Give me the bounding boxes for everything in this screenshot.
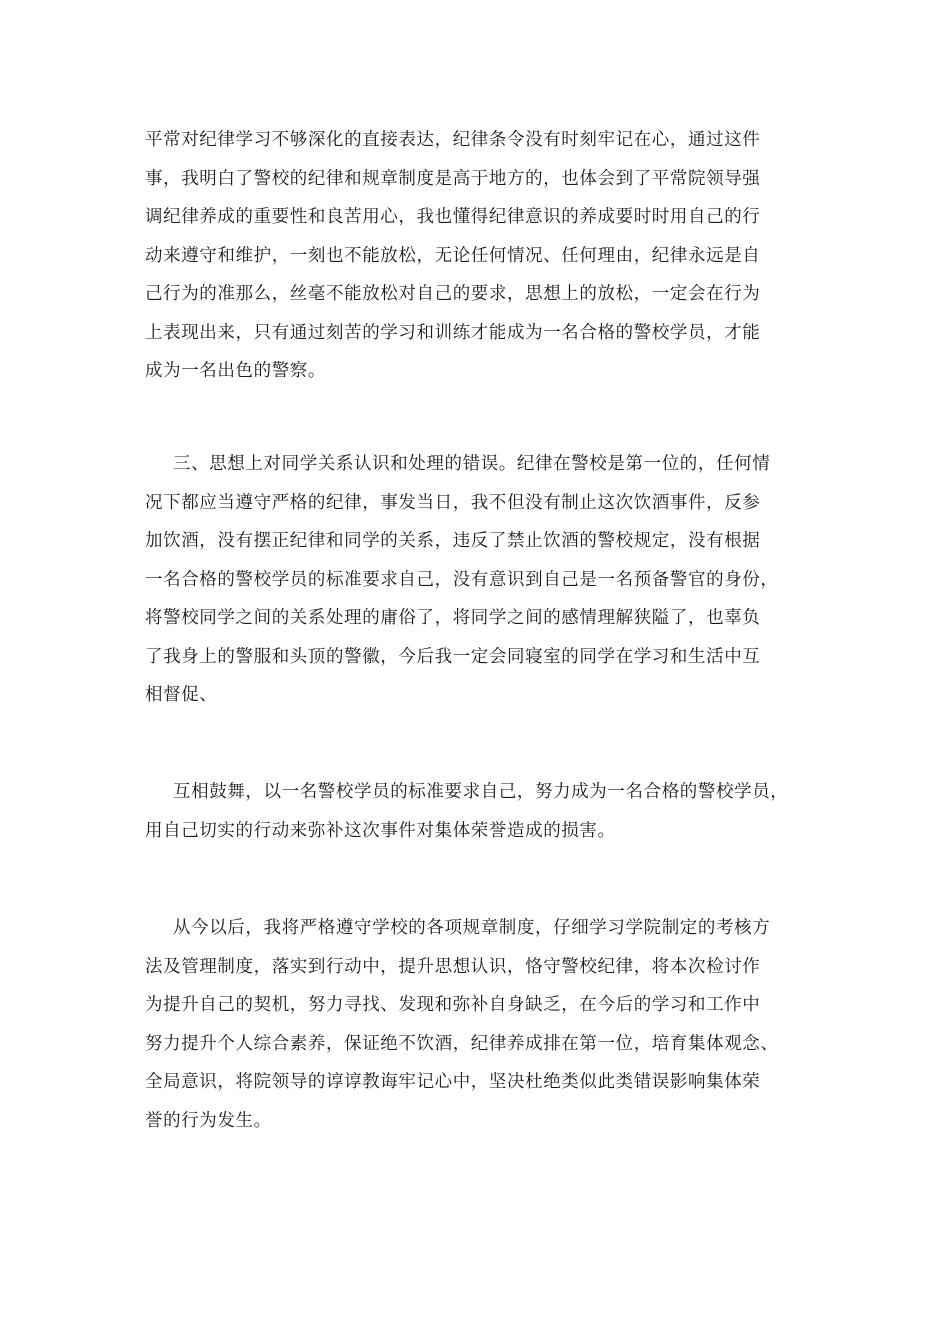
text-line: 用自己切实的行动来弥补这次事件对集体荣誉造成的损害。 xyxy=(145,820,616,841)
text-line: 事，我明白了警校的纪律和规章制度是高于地方的，也体会到了平常院领导强 xyxy=(145,168,761,189)
text-line: 全局意识，将院领导的谆谆教诲牢记心中，坚决杜绝类似此类错误影响集体荣 xyxy=(145,1072,761,1092)
text-line: 将警校同学之间的关系处理的庸俗了，将同学之间的感情理解狭隘了，也辜负 xyxy=(145,608,761,628)
paragraph-mutual-encouragement xyxy=(145,773,825,850)
text-line: 己行为的准那么，丝毫不能放松对自己的要求，思想上的放松，一定会在行为 xyxy=(145,284,761,304)
text-line: 了我身上的警服和头顶的警徽，今后我一定会同寝室的同学在学习和生活中互 xyxy=(145,646,761,667)
text-line: 从今以后，我将严格遵守学校的各项规章制度，仔细学习学院制定的考核方 xyxy=(173,918,771,938)
paragraph-section-three xyxy=(145,445,825,715)
text-line: 法及管理制度，落实到行动中，提升思想认识，恪守警校纪律，将本次检讨作 xyxy=(145,956,761,977)
text-line: 调纪律养成的重要性和良苦用心，我也懂得纪律意识的养成要时时用自己的行 xyxy=(145,207,761,227)
text-line: 相督促、 xyxy=(145,685,218,705)
text-line: 平常对纪律学习不够深化的直接表达，纪律条令没有时刻牢记在心，通过这件 xyxy=(145,130,761,150)
paragraph-commitment xyxy=(145,909,825,1140)
text-line: 互相鼓舞，以一名警校学员的标准要求自己，努力成为一名合格的警校学员， xyxy=(173,782,789,802)
text-line: 况下都应当遵守严格的纪律，事发当日，我不但没有制止这次饮酒事件，反参 xyxy=(145,492,761,513)
text-line: 成为一名出色的警察。 xyxy=(145,361,326,381)
text-line: 一名合格的警校学员的标准要求自己，没有意识到自己是一名预备警官的身份， xyxy=(145,569,779,590)
paragraph-discipline-reflection xyxy=(145,121,825,391)
text-line: 动来遵守和维护，一刻也不能放松，无论任何情况、任何理由，纪律永远是自 xyxy=(145,245,761,266)
text-line: 上表现出来，只有通过刻苦的学习和训练才能成为一名合格的警校学员，才能 xyxy=(145,322,761,343)
text-line: 努力提升个人综合素养，保证绝不饮酒，纪律养成排在第一位，培育集体观念、 xyxy=(145,1033,779,1054)
text-line: 为提升自己的契机，努力寻找、发现和弥补自身缺乏，在今后的学习和工作中 xyxy=(145,995,761,1015)
text-line: 三、思想上对同学关系认识和处理的错误。纪律在警校是第一位的，任何情 xyxy=(173,454,771,474)
text-line: 加饮酒，没有摆正纪律和同学的关系，违反了禁止饮酒的警校规定，没有根据 xyxy=(145,531,761,551)
text-line: 誉的行为发生。 xyxy=(145,1110,272,1131)
